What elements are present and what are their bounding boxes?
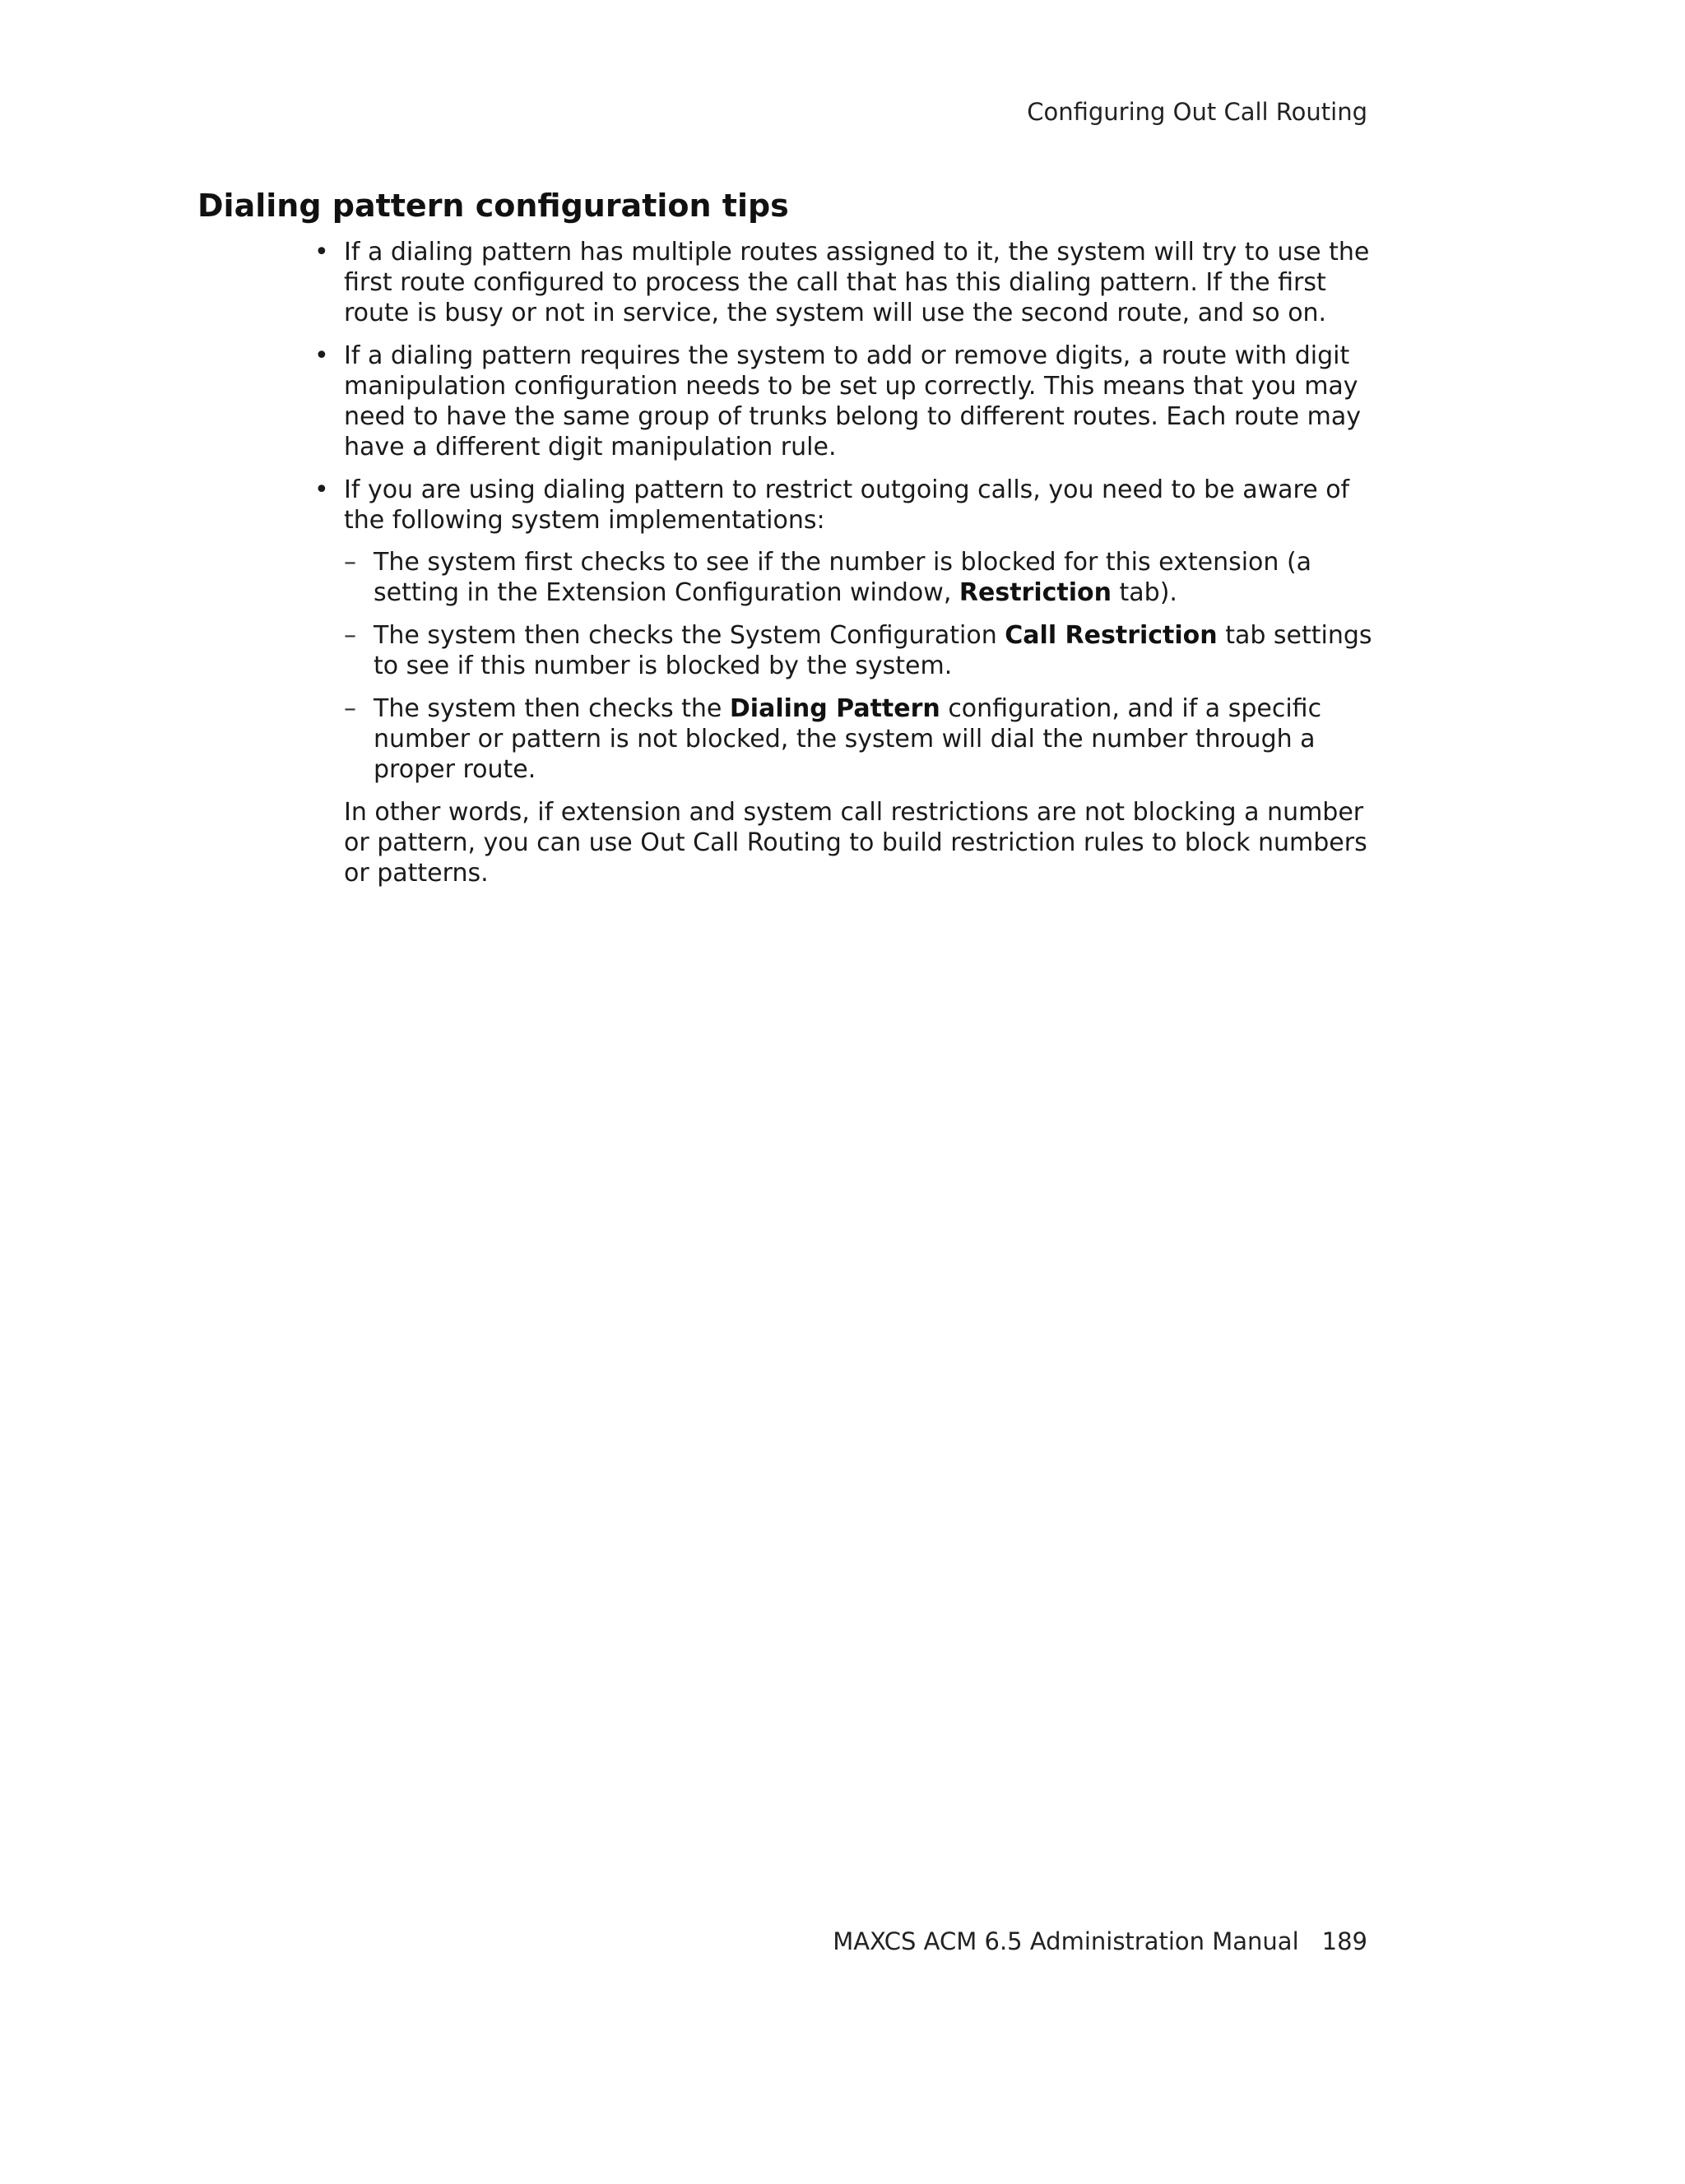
tip-item-restrict-calls [344,475,1372,785]
step-ui-term: Dialing Pattern [729,694,940,723]
tip-text: If a dialing pattern requires the system to add or remove digits, a route with digit manipulation configuration needs to be set up correctly. This means that you may need to have the same group of trunks belong to different routes. Each route may have a different digit manipulation rule. [344,341,1361,461]
step-text: tab). [1112,578,1177,607]
manual-title: MAXCS ACM 6.5 Administration Manual [833,1927,1299,1955]
step-item-system-check [374,620,1372,681]
tips-list [344,237,1372,785]
closing-paragraph: In other words, if extension and system call restrictions are not blocking a number or pattern, you can use Out Call Routing to build restriction rules to block numbers or patterns. [344,798,1367,888]
step-text: tab settings to see if this number is blocked by the system. [374,621,1372,680]
step-item-extension-check [374,547,1372,608]
step-text: The system then checks the [374,694,730,723]
step-text: The system then checks the System Configuration [374,621,1005,650]
tip-text: If you are using dialing pattern to restrict outgoing calls, you need to be aware of the following system implementations: [344,475,1350,535]
step-text: configuration, and if a specific number or pattern is not blocked, the system will dial the number through a proper route. [374,694,1322,784]
section-body [344,237,1372,888]
step-ui-term: Restriction [959,578,1112,607]
implementation-steps-list [374,547,1372,785]
tip-item-digit-manipulation [344,341,1372,462]
step-ui-term: Call Restriction [1005,621,1218,650]
step-item-dialing-pattern-check [374,693,1372,785]
page-footer [833,1927,1367,1956]
running-header: Configuring Out Call Routing [1027,98,1367,126]
step-text: The system first checks to see if the number is blocked for this extension (a setting in the Extension Configuration window, [374,548,1312,607]
tip-text: If a dialing pattern has multiple routes assigned to it, the system will try to use the first route configured to process the call that has this dialing pattern. If the first route is busy or not in service, the system will use the second route, and so on. [344,238,1370,327]
tip-item-multiple-routes [344,237,1372,328]
section-title: Dialing pattern configuration tips [197,188,789,224]
page-number: 189 [1321,1927,1367,1955]
